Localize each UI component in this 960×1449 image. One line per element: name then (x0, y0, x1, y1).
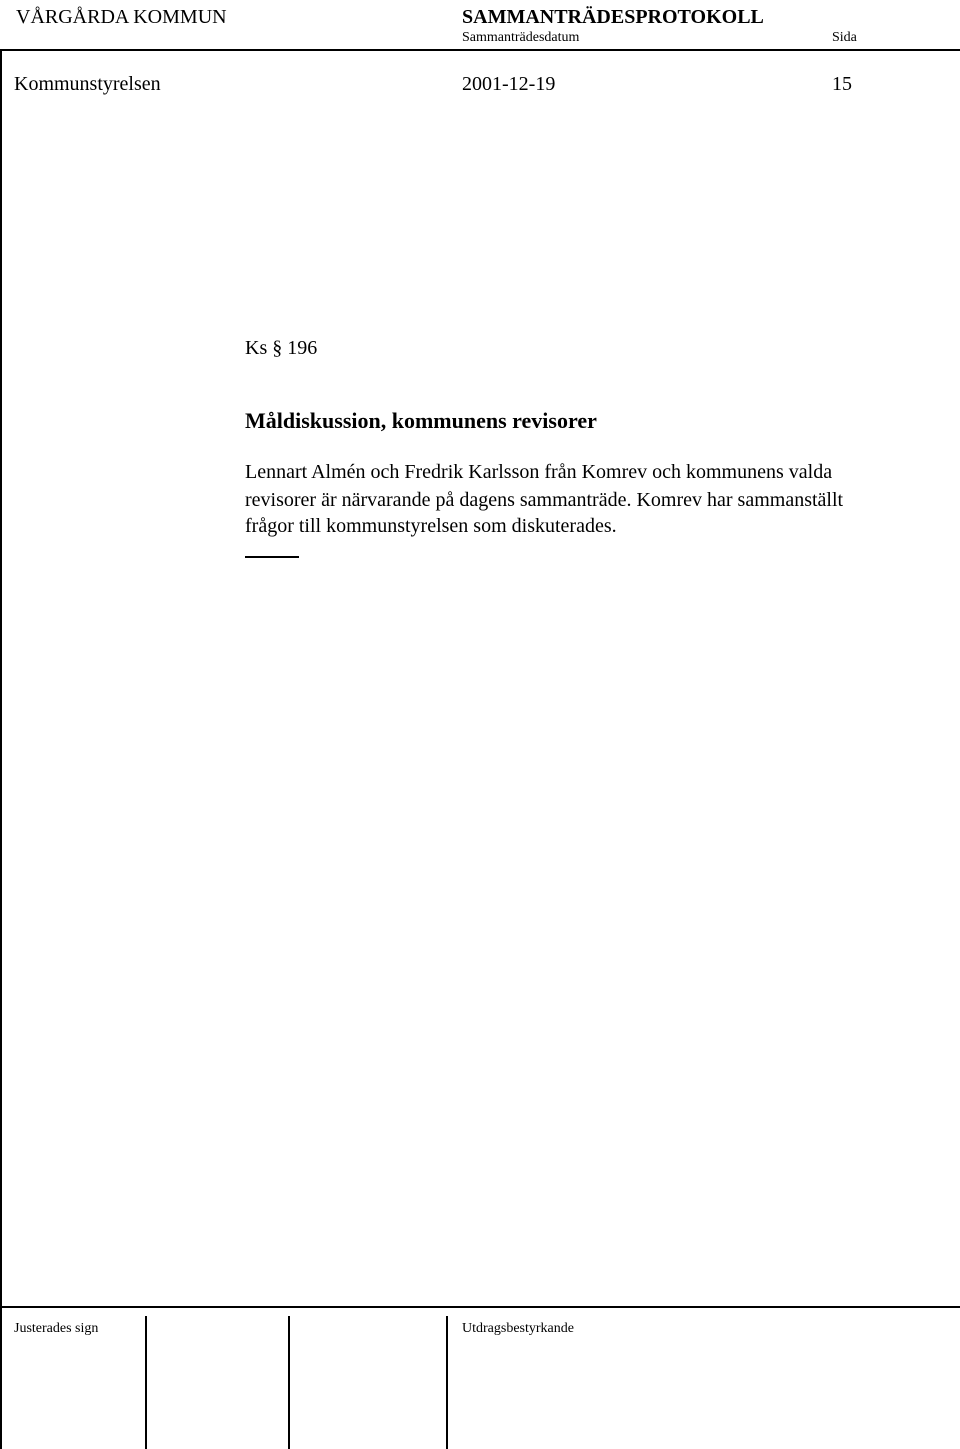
paragraph-line-2: revisorer är närvarande på dagens sammanträde. Komrev har sammanställt (245, 489, 844, 511)
signature-divider-2 (288, 1316, 290, 1449)
body-name: Kommunstyrelsen (14, 73, 161, 95)
section-end-rule (245, 556, 299, 558)
section-title: Måldiskussion, kommunens revisorer (245, 408, 597, 433)
extract-label: Utdragsbestyrkande (462, 1321, 574, 1336)
paragraph-line-3: frågor till kommunstyrelsen som diskuterades. (245, 515, 617, 537)
municipality-name: VÅRGÅRDA KOMMUN (16, 6, 227, 28)
page-number: 15 (832, 73, 852, 95)
signature-divider-1 (145, 1316, 147, 1449)
left-margin-rule (0, 49, 2, 1449)
signature-label: Justerades sign (14, 1321, 99, 1336)
footer-rule (0, 1306, 960, 1308)
section-number: Ks § 196 (245, 337, 318, 359)
paragraph-line-1: Lennart Almén och Fredrik Karlsson från Komrev och kommunens valda (245, 461, 833, 483)
meeting-date: 2001-12-19 (462, 73, 556, 95)
header-rule (0, 49, 960, 51)
page-label: Sida (832, 30, 857, 45)
signature-divider-3 (446, 1316, 448, 1449)
document-type: SAMMANTRÄDESPROTOKOLL (462, 6, 764, 28)
date-label: Sammanträdesdatum (462, 30, 580, 45)
